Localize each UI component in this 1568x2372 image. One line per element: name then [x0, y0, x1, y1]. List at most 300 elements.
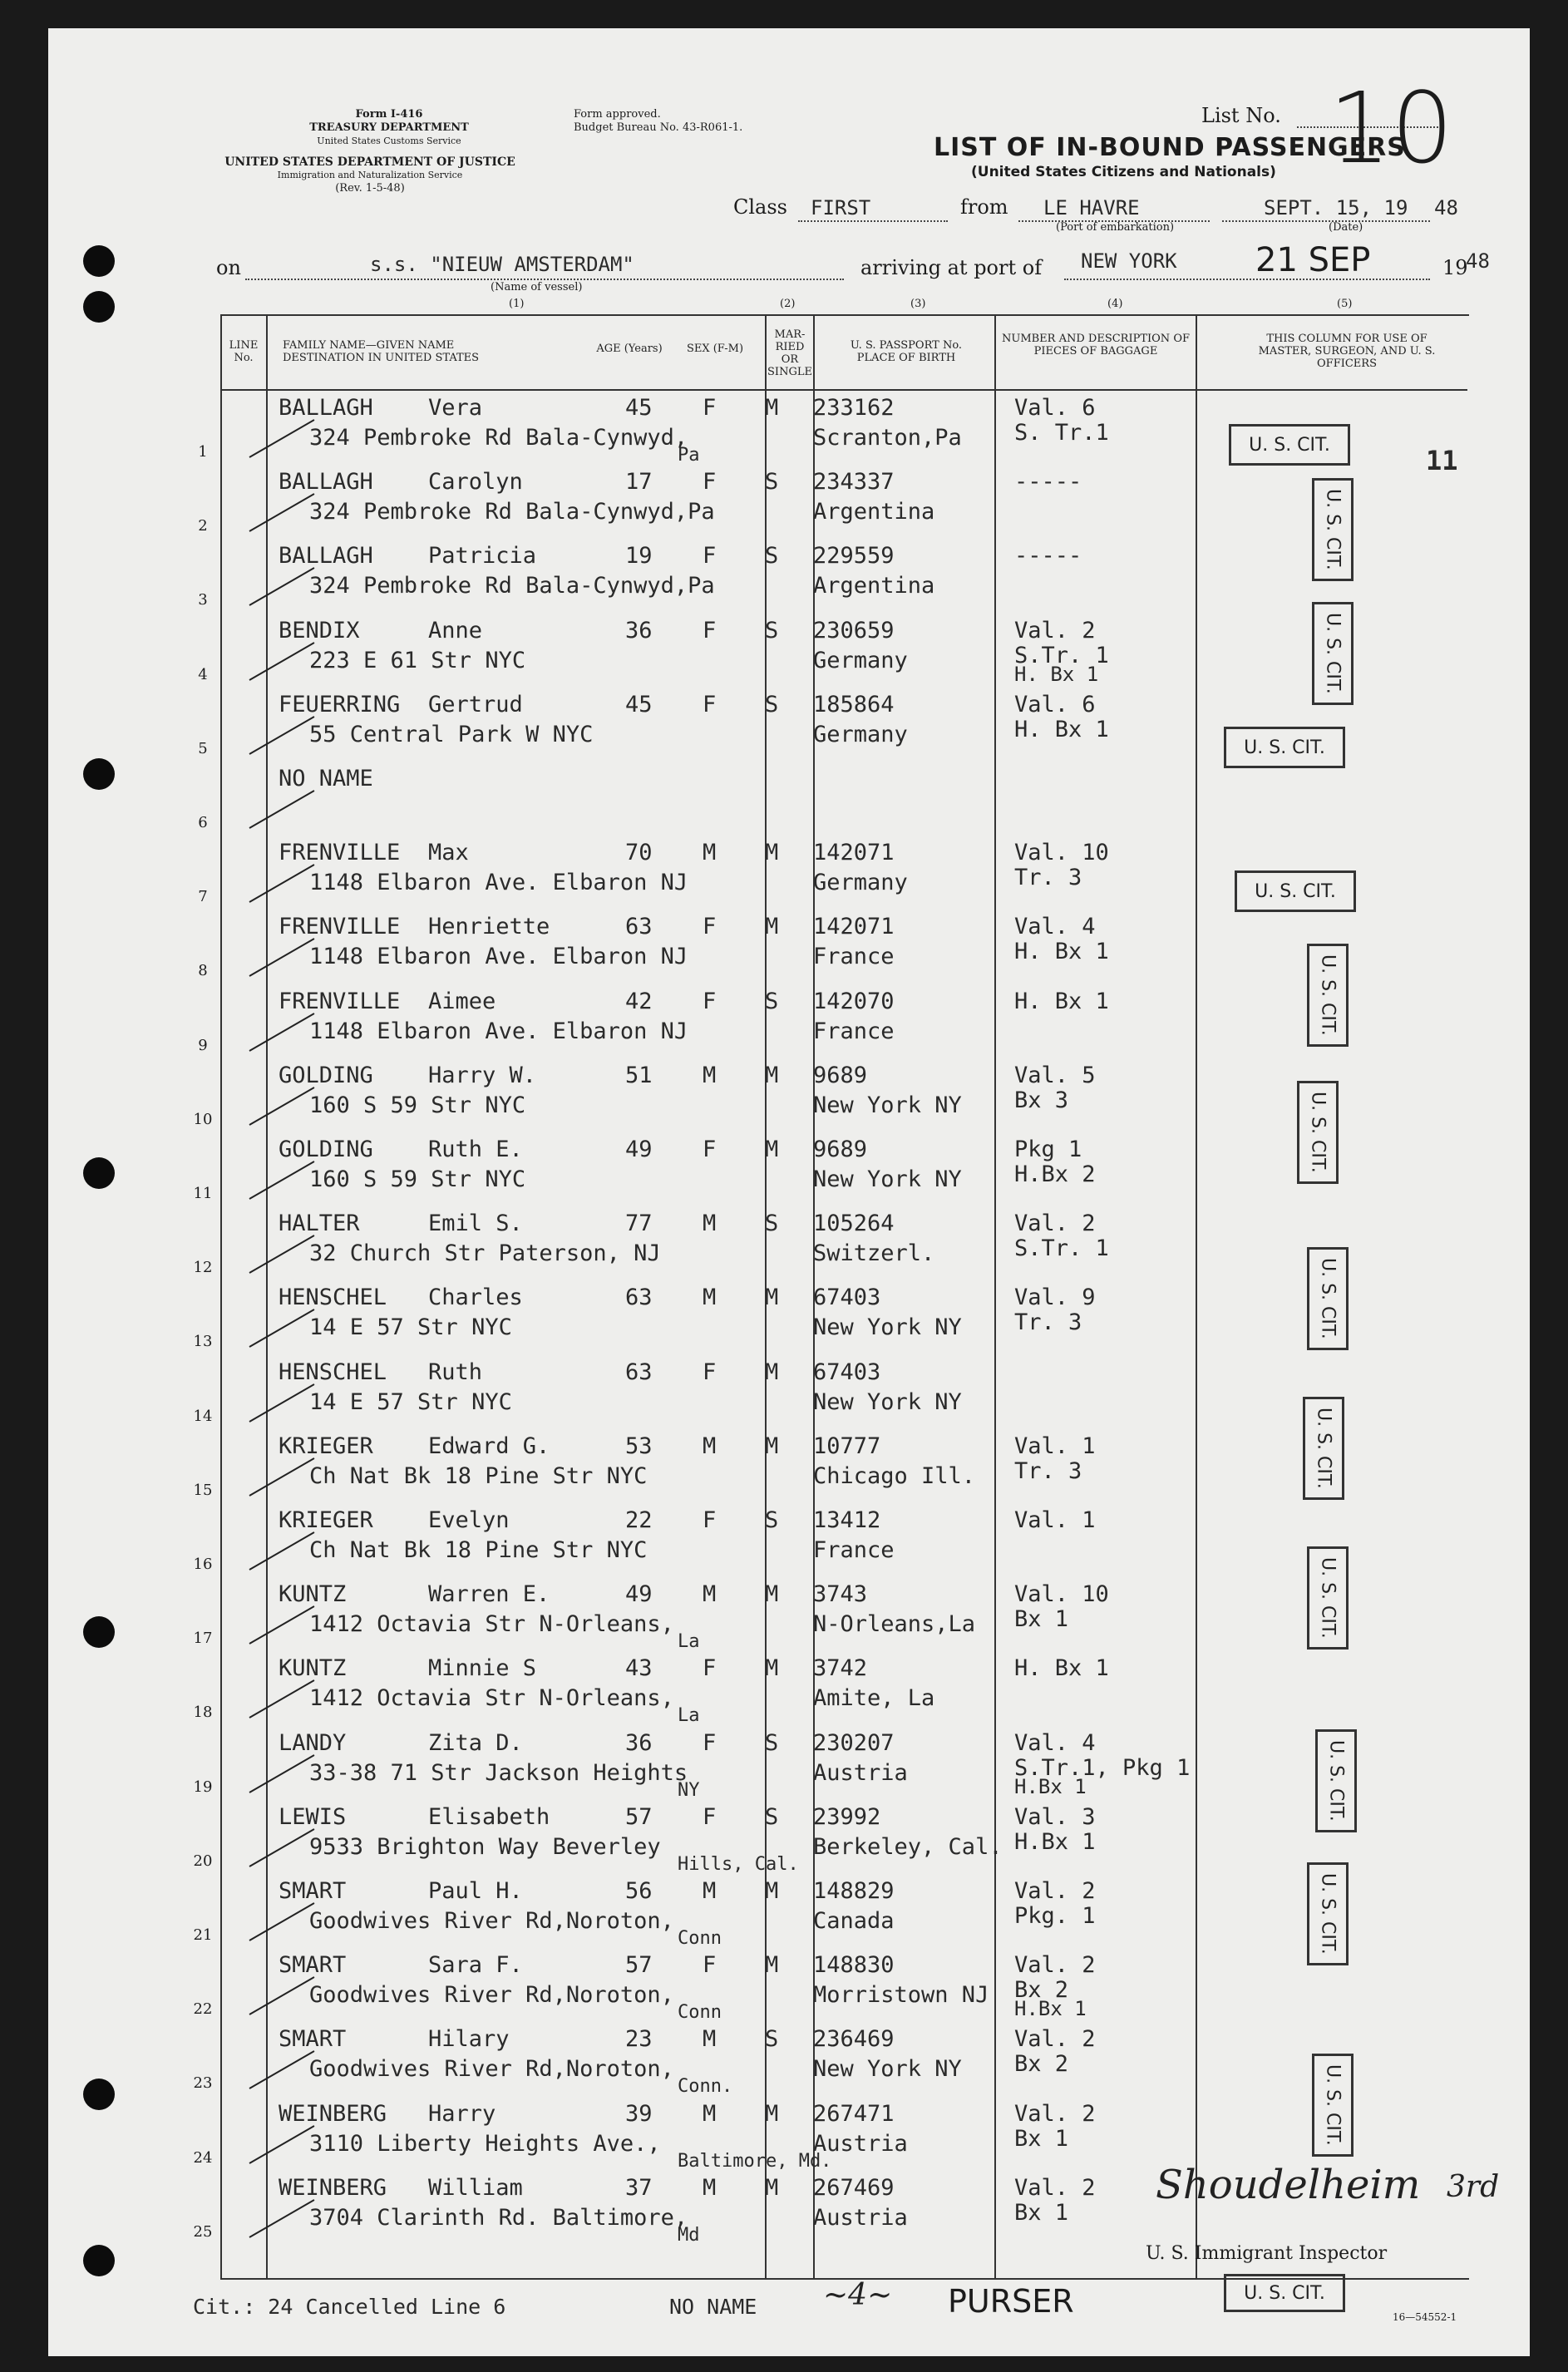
- baggage-2: S.Tr. 1: [1014, 642, 1109, 668]
- col-head-line: LINE No.: [229, 339, 259, 364]
- class-value: FIRST: [811, 196, 871, 219]
- family-name: HALTER: [279, 1211, 360, 1237]
- family-name: GOLDING: [279, 1062, 373, 1088]
- destination: 1148 Elbaron Ave. Elbaron NJ: [309, 870, 688, 896]
- line-number: 23: [193, 2074, 213, 2093]
- list-no-value: 10: [1329, 71, 1454, 185]
- place-of-birth: Canada: [813, 1908, 895, 1934]
- age: 70: [625, 840, 653, 866]
- destination: 55 Central Park W NYC: [309, 721, 594, 747]
- age: 63: [625, 1359, 653, 1385]
- passport-number: 234337: [813, 469, 895, 496]
- marital-status: M: [765, 1137, 779, 1162]
- given-name: Paul H.: [428, 1878, 523, 1904]
- given-name: Evelyn: [428, 1507, 510, 1533]
- family-name: KUNTZ: [279, 1581, 347, 1608]
- customs-label: United States Customs Service: [317, 136, 461, 146]
- age: 56: [625, 1878, 653, 1904]
- passport-number: 185864: [813, 691, 895, 718]
- line-number: 21: [193, 1926, 213, 1944]
- age: 17: [625, 469, 653, 496]
- family-name: GOLDING: [279, 1137, 373, 1162]
- sex: M: [703, 1285, 717, 1311]
- baggage-1: Val. 10: [1014, 840, 1109, 866]
- sex: M: [703, 1062, 717, 1088]
- inspector-label: U. S. Immigrant Inspector: [1146, 2243, 1388, 2264]
- us-cit-stamp: U. S. CIT.: [1303, 1397, 1344, 1500]
- baggage-3: H. Bx 1: [1014, 662, 1099, 686]
- treasury-label: TREASURY DEPARTMENT: [309, 121, 469, 134]
- family-name: KRIEGER: [279, 1433, 373, 1459]
- passport-number: 142070: [813, 988, 895, 1014]
- baggage-1: Val. 3: [1014, 1803, 1096, 1830]
- marital-status: S: [765, 617, 779, 644]
- passport-number: 142071: [813, 840, 895, 866]
- arriving-label: arriving at port of: [860, 256, 1043, 279]
- port-caption: (Port of embarkation): [1056, 221, 1175, 234]
- place-of-birth: Austria: [813, 1759, 908, 1786]
- place-of-birth: Argentina: [813, 499, 935, 525]
- sex: M: [703, 2100, 717, 2127]
- family-name: FRENVILLE: [279, 840, 401, 866]
- col-head-passport: U. S. PASSPORT No. PLACE OF BIRTH: [850, 339, 963, 364]
- baggage-1: Val. 2: [1014, 1952, 1096, 1979]
- sex: F: [703, 395, 717, 421]
- family-name: WEINBERG: [279, 2174, 387, 2201]
- date-value: SEPT. 15, 19: [1264, 196, 1408, 219]
- marital-status: S: [765, 2026, 779, 2053]
- place-of-birth: New York NY: [813, 1166, 962, 1192]
- destination: 32 Church Str Paterson, NJ: [309, 1240, 661, 1267]
- destination: 160 S 59 Str NYC: [309, 1166, 526, 1192]
- col-head-married: MAR-RIED OR SINGLE: [767, 328, 812, 378]
- class-label: Class: [733, 195, 787, 219]
- marital-status: S: [765, 691, 779, 718]
- margin-count: 11: [1426, 445, 1458, 476]
- family-name: LANDY: [279, 1729, 347, 1756]
- justice-label: UNITED STATES DEPARTMENT OF JUSTICE: [224, 155, 515, 169]
- arrival-date: 21 SEP: [1255, 241, 1371, 279]
- passport-number: 67403: [813, 1285, 881, 1311]
- baggage-1: Val. 6: [1014, 395, 1096, 421]
- sex: F: [703, 1507, 717, 1533]
- destination-cont: Conn: [678, 1928, 722, 1949]
- place-of-birth: France: [813, 1537, 895, 1563]
- line-number: 12: [193, 1259, 213, 1277]
- passport-number: 148829: [813, 1878, 895, 1904]
- place-of-birth: France: [813, 1018, 895, 1044]
- destination: Ch Nat Bk 18 Pine Str NYC: [309, 1537, 648, 1563]
- form-approved: Form approved.: [574, 108, 661, 121]
- baggage-2: H.Bx 2: [1014, 1161, 1096, 1187]
- passport-number: 105264: [813, 1211, 895, 1237]
- place-of-birth: New York NY: [813, 1314, 962, 1341]
- sex: F: [703, 543, 717, 570]
- us-cit-stamp: U. S. CIT.: [1315, 1729, 1357, 1832]
- header-rule: [220, 389, 1467, 391]
- date-year: 48: [1434, 196, 1458, 219]
- given-name: Henriette: [428, 914, 550, 940]
- baggage-2: Pkg. 1: [1014, 1903, 1096, 1929]
- baggage-1: Val. 4: [1014, 1729, 1096, 1756]
- punch-hole: [83, 1616, 115, 1648]
- given-name: Elisabeth: [428, 1803, 550, 1830]
- purser-signature: ~4~: [823, 2278, 893, 2312]
- baggage-2: S.Tr. 1: [1014, 1235, 1109, 1262]
- baggage-2: Tr. 3: [1014, 1457, 1082, 1484]
- punch-hole: [83, 2245, 115, 2276]
- list-no-label: List No.: [1201, 104, 1281, 127]
- budget-bureau: Budget Bureau No. 43-R061-1.: [574, 121, 743, 134]
- destination-cont: Baltimore, Md.: [678, 2150, 832, 2172]
- approval-block: [574, 108, 823, 135]
- form-code: 16—54552-1: [1393, 2311, 1457, 2323]
- baggage-2: Bx 3: [1014, 1087, 1069, 1113]
- age: 57: [625, 1803, 653, 1830]
- marital-status: S: [765, 1507, 779, 1533]
- place-of-birth: Switzerl.: [813, 1240, 935, 1267]
- class-underline: [798, 220, 948, 222]
- from-value: LE HAVRE: [1043, 196, 1140, 219]
- baggage-1: Val. 6: [1014, 691, 1096, 718]
- arrival-year-prefix: 19: [1442, 256, 1468, 279]
- family-name: BENDIX: [279, 617, 360, 644]
- baggage-1: Val. 1: [1014, 1433, 1096, 1459]
- punch-hole: [83, 1157, 115, 1189]
- family-name: BALLAGH: [279, 469, 373, 496]
- age: 19: [625, 543, 653, 570]
- destination-cont: Conn: [678, 2002, 722, 2024]
- sex: F: [703, 617, 717, 644]
- sex: F: [703, 1137, 717, 1162]
- sex: M: [703, 2174, 717, 2201]
- given-name: Minnie S: [428, 1655, 537, 1682]
- baggage-1: Val. 2: [1014, 2174, 1096, 2201]
- family-name: SMART: [279, 2026, 347, 2053]
- line-number: 1: [198, 443, 208, 461]
- passport-number: 23992: [813, 1803, 881, 1830]
- rev-label: (Rev. 1-5-48): [335, 182, 405, 195]
- family-name: KUNTZ: [279, 1655, 347, 1682]
- col-divider: [1196, 316, 1197, 2278]
- given-name: Edward G.: [428, 1433, 550, 1459]
- destination: 1412 Octavia Str N-Orleans,: [309, 1685, 674, 1712]
- passport-number: 3743: [813, 1581, 868, 1608]
- col-head-name: FAMILY NAME—GIVEN NAME DESTINATION IN UNITED STATES: [283, 339, 480, 364]
- form-number: Form I-416: [355, 108, 423, 121]
- passport-number: 13412: [813, 1507, 881, 1533]
- marital-status: M: [765, 914, 779, 940]
- sex: M: [703, 1433, 717, 1459]
- baggage-1: Val. 5: [1014, 1062, 1096, 1088]
- place-of-birth: Chicago Ill.: [813, 1462, 976, 1489]
- baggage-2: S.Tr.1, Pkg 1: [1014, 1754, 1191, 1781]
- sex: M: [703, 1581, 717, 1608]
- line-number: 20: [193, 1852, 213, 1870]
- line-number: 3: [198, 591, 208, 609]
- family-name: FEUERRING: [279, 691, 401, 718]
- given-name: Zita D.: [428, 1729, 523, 1756]
- col-num-5: (5): [1337, 298, 1353, 310]
- line-number: 22: [193, 2000, 213, 2019]
- form-id-block: [264, 108, 514, 148]
- line-number: 8: [198, 962, 208, 980]
- marital-status: M: [765, 1581, 779, 1608]
- us-cit-stamp: U. S. CIT.: [1307, 1546, 1349, 1650]
- sex: F: [703, 1655, 717, 1682]
- sex: M: [703, 2026, 717, 2053]
- line-number: 13: [193, 1333, 213, 1351]
- given-name: Harry: [428, 2100, 496, 2127]
- date-caption: (Date): [1329, 221, 1363, 234]
- us-cit-stamp: U. S. CIT.: [1312, 478, 1354, 581]
- marital-status: M: [765, 1433, 779, 1459]
- line-number: 5: [198, 739, 208, 757]
- passport-number: 148830: [813, 1952, 895, 1979]
- col-num-1: (1): [509, 298, 525, 310]
- baggage-2: S. Tr.1: [1014, 420, 1109, 446]
- marital-status: S: [765, 988, 779, 1014]
- age: 36: [625, 1729, 653, 1756]
- age: 53: [625, 1433, 653, 1459]
- family-name: FRENVILLE: [279, 988, 401, 1014]
- col-head-age: AGE (Years): [596, 343, 663, 355]
- us-cit-stamp: U. S. CIT.: [1224, 727, 1345, 768]
- line-number: 16: [193, 1556, 213, 1573]
- baggage-2: Bx 2: [1014, 2051, 1069, 2078]
- age: 22: [625, 1507, 653, 1533]
- baggage-2: Bx 1: [1014, 2125, 1069, 2152]
- passport-number: 233162: [813, 395, 895, 421]
- destination: 3110 Liberty Heights Ave.,: [309, 2130, 661, 2157]
- given-name: Hilary: [428, 2026, 510, 2053]
- given-name: Sara F.: [428, 1952, 523, 1979]
- baggage-2: Tr. 3: [1014, 1309, 1082, 1336]
- punch-hole: [83, 2079, 115, 2110]
- arrival-year: 48: [1466, 249, 1490, 273]
- baggage-1: Val. 2: [1014, 1878, 1096, 1904]
- baggage-2: Bx 1: [1014, 1606, 1069, 1633]
- marital-status: S: [765, 469, 779, 496]
- marital-status: S: [765, 1729, 779, 1756]
- baggage-1: Val. 9: [1014, 1285, 1096, 1311]
- destination-cont: Md: [678, 2224, 700, 2246]
- col-num-4: (4): [1107, 298, 1123, 310]
- destination: 33-38 71 Str Jackson Heights: [309, 1759, 688, 1786]
- place-of-birth: France: [813, 944, 895, 970]
- sex: F: [703, 914, 717, 940]
- baggage-1: Val. 2: [1014, 1211, 1096, 1237]
- age: 45: [625, 691, 653, 718]
- col-divider: [266, 316, 268, 2278]
- passport-number: 9689: [813, 1062, 868, 1088]
- given-name: Warren E.: [428, 1581, 550, 1608]
- family-name: SMART: [279, 1878, 347, 1904]
- given-name: Gertrud: [428, 691, 523, 718]
- line-number: 7: [198, 888, 208, 906]
- passport-number: 230659: [813, 617, 895, 644]
- line-number: 14: [193, 1407, 213, 1425]
- destination: 160 S 59 Str NYC: [309, 1092, 526, 1118]
- us-cit-stamp: U. S. CIT.: [1297, 1081, 1339, 1184]
- on-label: on: [216, 256, 241, 279]
- place-of-birth: Germany: [813, 647, 908, 673]
- sex: F: [703, 1359, 717, 1385]
- vessel-value: s.s. "NIEUW AMSTERDAM": [370, 253, 634, 276]
- us-cit-stamp: U. S. CIT.: [1307, 944, 1349, 1047]
- line-number: 24: [193, 2148, 213, 2167]
- destination: 1148 Elbaron Ave. Elbaron NJ: [309, 1018, 688, 1044]
- line-number: 2: [198, 517, 208, 535]
- sex: F: [703, 988, 717, 1014]
- baggage-1: Val. 1: [1014, 1507, 1096, 1533]
- baggage-1: Val. 4: [1014, 914, 1096, 940]
- age: 36: [625, 617, 653, 644]
- sex: F: [703, 1952, 717, 1979]
- sex: M: [703, 1211, 717, 1237]
- arrival-port: NEW YORK: [1081, 249, 1177, 273]
- line-number: 9: [198, 1036, 208, 1054]
- family-name: SMART: [279, 1952, 347, 1979]
- from-label: from: [960, 195, 1008, 219]
- place-of-birth: N-Orleans,La: [813, 1611, 976, 1638]
- destination-cont: Conn.: [678, 2076, 733, 2098]
- justice-block: [208, 155, 532, 195]
- baggage-3: H.Bx 1: [1014, 1997, 1087, 2021]
- destination: 324 Pembroke Rd Bala-Cynwyd,Pa: [309, 499, 715, 525]
- col-divider: [994, 316, 996, 2278]
- marital-status: M: [765, 840, 779, 866]
- baggage-2: H. Bx 1: [1014, 716, 1109, 742]
- vessel-underline: [245, 279, 844, 280]
- age: 37: [625, 2174, 653, 2201]
- marital-status: M: [765, 1285, 779, 1311]
- line-number: 18: [193, 1704, 213, 1722]
- page-subtitle: (United States Citizens and Nationals): [971, 164, 1276, 180]
- arrival-underline: [1064, 279, 1430, 280]
- sex: F: [703, 469, 717, 496]
- given-name: Carolyn: [428, 469, 523, 496]
- page-title: LIST OF IN-BOUND PASSENGERS: [934, 133, 1406, 162]
- family-name: NO NAME: [279, 766, 373, 791]
- baggage-1: -----: [1014, 543, 1082, 570]
- baggage-1: -----: [1014, 469, 1082, 496]
- baggage-3: H.Bx 1: [1014, 1774, 1087, 1798]
- family-name: BALLAGH: [279, 543, 373, 570]
- punch-hole: [83, 758, 115, 790]
- destination-cont: La: [678, 1631, 700, 1653]
- family-name: KRIEGER: [279, 1507, 373, 1533]
- destination-cont: NY: [678, 1779, 700, 1801]
- col-num-2: (2): [780, 298, 796, 310]
- passport-number: 142071: [813, 914, 895, 940]
- line-number: 19: [193, 1778, 213, 1796]
- purser-stamp: PURSER: [948, 2283, 1074, 2320]
- vessel-caption: (Name of vessel): [491, 281, 583, 293]
- line-number: 25: [193, 2222, 213, 2241]
- punch-hole: [83, 245, 115, 277]
- age: 51: [625, 1062, 653, 1088]
- destination: Ch Nat Bk 18 Pine Str NYC: [309, 1462, 648, 1489]
- baggage-1: Val. 2: [1014, 617, 1096, 644]
- place-of-birth: Berkeley, Cal.: [813, 1833, 1003, 1860]
- footer-cit-line: Cit.: 24 Cancelled Line 6: [193, 2295, 506, 2319]
- baggage-2: Tr. 3: [1014, 865, 1082, 891]
- inspector-rank: 3rd: [1447, 2170, 1500, 2204]
- given-name: Anne: [428, 617, 483, 644]
- col-head-baggage: NUMBER AND DESCRIPTION OF PIECES OF BAGGAGE: [1001, 333, 1190, 358]
- passport-number: 67403: [813, 1359, 881, 1385]
- place-of-birth: New York NY: [813, 1388, 962, 1415]
- place-of-birth: Argentina: [813, 573, 935, 599]
- age: 23: [625, 2026, 653, 2053]
- destination-cont: Pa: [678, 445, 700, 466]
- destination: 14 E 57 Str NYC: [309, 1388, 512, 1415]
- baggage-2: H.Bx 1: [1014, 1828, 1096, 1855]
- destination-cont: La: [678, 1705, 700, 1727]
- line-number: 6: [198, 814, 208, 831]
- marital-status: M: [765, 1655, 779, 1682]
- line-number: 15: [193, 1481, 213, 1499]
- destination-cont: Hills, Cal.: [678, 1853, 799, 1875]
- marital-status: M: [765, 1359, 779, 1385]
- given-name: Charles: [428, 1285, 523, 1311]
- family-name: HENSCHEL: [279, 1359, 387, 1385]
- destination: Goodwives River Rd,Noroton,: [309, 1982, 674, 2009]
- destination: 223 E 61 Str NYC: [309, 647, 526, 673]
- us-cit-stamp: U. S. CIT.: [1312, 2054, 1354, 2157]
- baggage-1: Val. 2: [1014, 2100, 1096, 2127]
- place-of-birth: Germany: [813, 721, 908, 747]
- passport-number: 10777: [813, 1433, 881, 1459]
- place-of-birth: New York NY: [813, 1092, 962, 1118]
- given-name: Ruth: [428, 1359, 483, 1385]
- baggage-2: Bx 2: [1014, 1977, 1069, 2004]
- given-name: Emil S.: [428, 1211, 523, 1237]
- line-number: 10: [193, 1110, 213, 1128]
- age: 43: [625, 1655, 653, 1682]
- marital-status: M: [765, 1878, 779, 1904]
- inspector-signature: Shoudelheim: [1156, 2162, 1421, 2208]
- place-of-birth: Morristown NJ: [813, 1982, 989, 2009]
- destination: Goodwives River Rd,Noroton,: [309, 1908, 674, 1934]
- age: 49: [625, 1137, 653, 1162]
- place-of-birth: New York NY: [813, 2056, 962, 2083]
- baggage-2: H. Bx 1: [1014, 939, 1109, 965]
- age: 57: [625, 1952, 653, 1979]
- destination: 324 Pembroke Rd Bala-Cynwyd,Pa: [309, 573, 715, 599]
- sex: F: [703, 1803, 717, 1830]
- passport-number: 267469: [813, 2174, 895, 2201]
- destination: 1148 Elbaron Ave. Elbaron NJ: [309, 944, 688, 970]
- family-name: WEINBERG: [279, 2100, 387, 2127]
- marital-status: S: [765, 1803, 779, 1830]
- passport-number: 229559: [813, 543, 895, 570]
- given-name: Aimee: [428, 988, 496, 1014]
- given-name: William: [428, 2174, 523, 2201]
- destination: Goodwives River Rd,Noroton,: [309, 2056, 674, 2083]
- baggage-1: H. Bx 1: [1014, 1655, 1109, 1682]
- place-of-birth: Scranton,Pa: [813, 425, 962, 451]
- marital-status: M: [765, 2174, 779, 2201]
- baggage-1: Pkg 1: [1014, 1137, 1082, 1162]
- baggage-1: Val. 10: [1014, 1581, 1109, 1608]
- us-cit-stamp: U. S. CIT.: [1307, 1862, 1349, 1965]
- given-name: Patricia: [428, 543, 537, 570]
- ins-label: Immigration and Naturalization Service: [277, 170, 463, 180]
- place-of-birth: Austria: [813, 2130, 908, 2157]
- sex: F: [703, 691, 717, 718]
